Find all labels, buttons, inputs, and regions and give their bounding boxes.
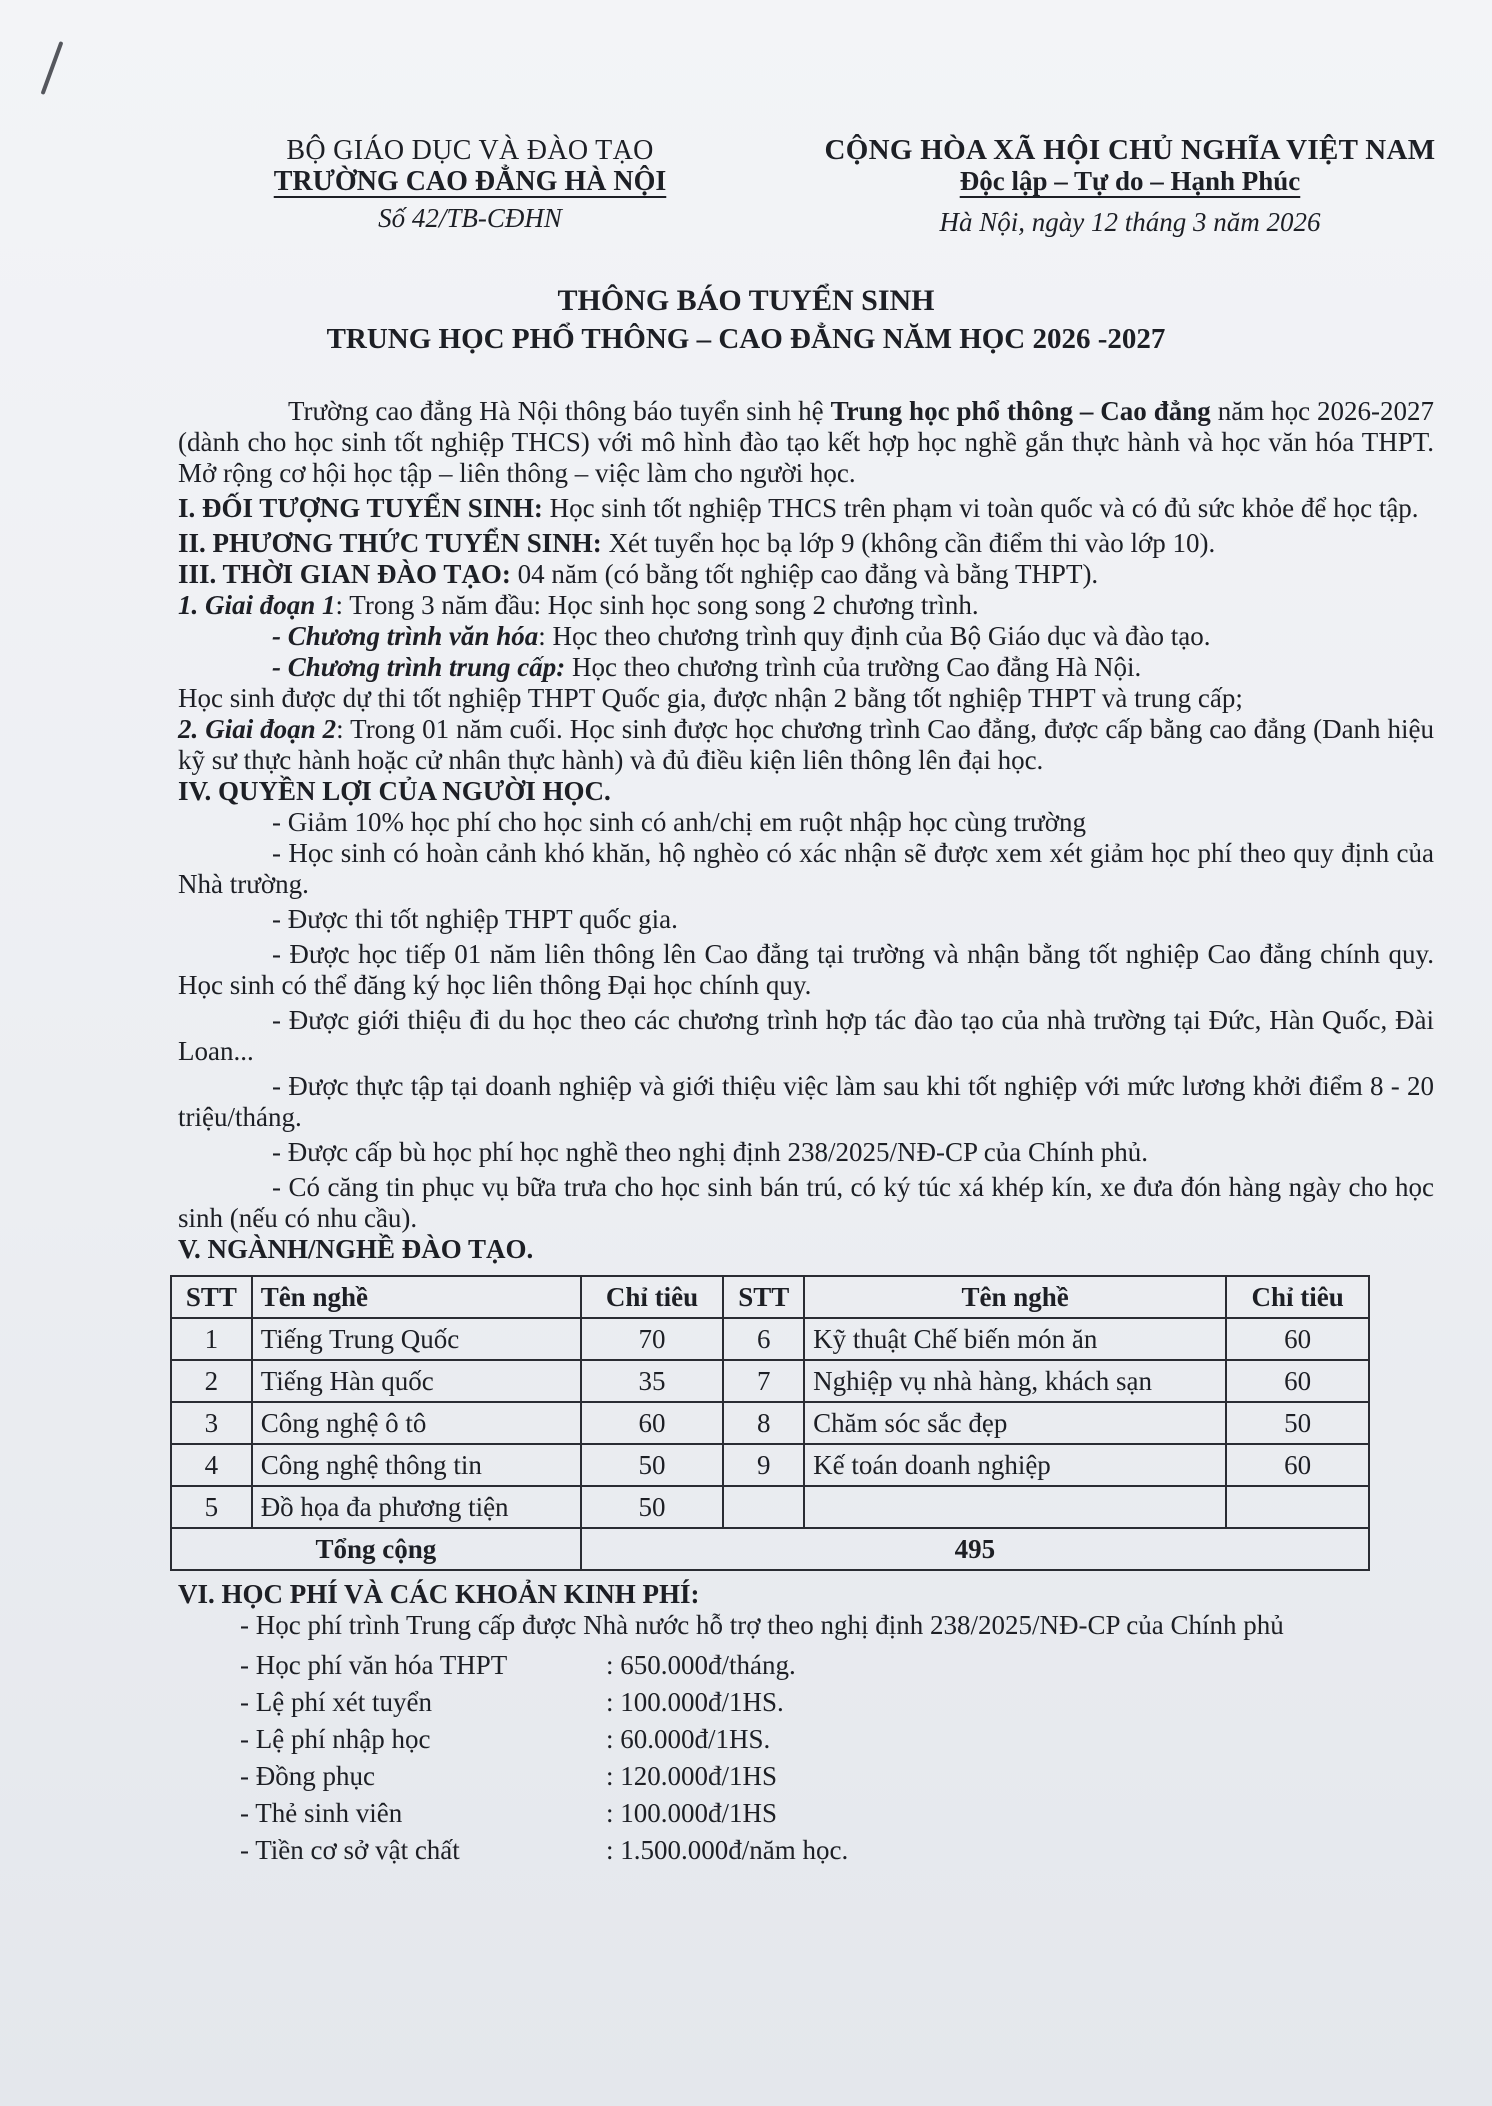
cell-name: Đồ họa đa phương tiện [252, 1486, 581, 1528]
fee-value: : 650.000đ/tháng. [606, 1650, 796, 1680]
tuition-support-note: - Học phí trình Trung cấp được Nhà nước hỗ trợ theo nghị định 238/2025/NĐ-CP của Chính phủ [240, 1610, 1284, 1640]
cell-stt: 8 [723, 1402, 804, 1444]
section-2-text: Xét tuyển học bạ lớp 9 (không cần điểm thi vào lớp 10). [601, 528, 1216, 558]
cell-quota [1226, 1486, 1369, 1528]
cell-name: Kỹ thuật Chế biến món ăn [804, 1318, 1226, 1360]
table-total-row [171, 1528, 1369, 1570]
benefit-item: - Giảm 10% học phí cho học sinh có anh/chị em ruột nhập học cùng trường [272, 807, 1086, 837]
republic-name: CỘNG HÒA XÃ HỘI CHỦ NGHĨA VIỆT NAM [824, 134, 1436, 166]
header-stt: STT [723, 1276, 804, 1318]
total-label: Tổng cộng [171, 1528, 581, 1570]
header-name: Tên nghề [252, 1276, 581, 1318]
fee-label: - Thẻ sinh viên [240, 1798, 403, 1828]
fee-label: - Lệ phí xét tuyển [240, 1687, 432, 1717]
issuer-block [260, 135, 680, 234]
cell-quota: 50 [581, 1444, 724, 1486]
fee-label: - Học phí văn hóa THPT [240, 1650, 508, 1680]
cell-name: Nghiệp vụ nhà hàng, khách sạn [804, 1360, 1226, 1402]
benefit-item: - Được thực tập tại doanh nghiệp và giới thiệu việc làm sau khi tốt nghiệp với mức lương khởi điểm 8 - 20 triệu/tháng. [178, 1071, 1434, 1132]
cell-stt: 6 [723, 1318, 804, 1360]
phase-2 [178, 714, 1434, 776]
fee-value: : 1.500.000đ/năm học. [606, 1835, 849, 1865]
phase-1-text: : Trong 3 năm đầu: Học sinh học song song 2 chương trình. [335, 590, 979, 620]
fee-row [178, 1647, 1434, 1684]
cell-quota: 60 [581, 1402, 724, 1444]
benefit-item: - Có căng tin phục vụ bữa trưa cho học sinh bán trú, có ký túc xá khép kín, xe đưa đón hàng ngày cho học sinh (nếu có nhu cầu). [178, 1172, 1434, 1233]
benefit-item: - Được thi tốt nghiệp THPT quốc gia. [272, 904, 678, 934]
table-row [171, 1444, 1369, 1486]
cell-name: Tiếng Hàn quốc [252, 1360, 581, 1402]
table-row [171, 1360, 1369, 1402]
cell-quota: 50 [581, 1486, 724, 1528]
intro-paragraph [178, 396, 1434, 489]
program-culture-label: - Chương trình văn hóa [272, 621, 539, 651]
program-culture [178, 621, 1434, 652]
cell-stt: 5 [171, 1486, 252, 1528]
cell-stt: 1 [171, 1318, 252, 1360]
benefit-item: - Được giới thiệu đi du học theo các chương trình hợp tác đào tạo của nhà trường tại Đức, Hàn Quốc, Đài Loan... [178, 1005, 1434, 1066]
fee-row [178, 1721, 1434, 1758]
benefit-item: - Được học tiếp 01 năm liên thông lên Cao đẳng tại trường và nhận bằng tốt nghiệp Cao đẳng chính quy. Học sinh có thể đăng ký học liên thông Đại học chính quy. [178, 939, 1434, 1000]
section-1-heading: I. ĐỐI TƯỢNG TUYỂN SINH: [178, 493, 543, 523]
phase-1 [178, 590, 1434, 621]
benefit-item: - Được cấp bù học phí học nghề theo nghị định 238/2025/NĐ-CP của Chính phủ. [272, 1137, 1149, 1167]
section-1 [178, 493, 1434, 524]
total-value: 495 [581, 1528, 1369, 1570]
cell-name: Tiếng Trung Quốc [252, 1318, 581, 1360]
fee-row [178, 1684, 1434, 1721]
program-culture-text: : Học theo chương trình quy định của Bộ Giáo dục và đào tạo. [538, 621, 1211, 651]
phase-1-label: 1. Giai đoạn 1 [178, 590, 336, 620]
cell-stt: 4 [171, 1444, 252, 1486]
fee-row [178, 1832, 1434, 1869]
title-line-2: TRUNG HỌC PHỔ THÔNG – CAO ĐẲNG NĂM HỌC 2026 -2027 [326, 323, 1166, 355]
fee-row [178, 1795, 1434, 1832]
phase-1-note: Học sinh được dự thi tốt nghiệp THPT Quốc gia, được nhận 2 bằng tốt nghiệp THPT và trung cấp; [178, 683, 1243, 713]
fee-value: : 100.000đ/1HS. [606, 1687, 784, 1717]
section-5-heading: V. NGÀNH/NGHỀ ĐÀO TẠO. [178, 1234, 534, 1264]
cell-name: Công nghệ thông tin [252, 1444, 581, 1486]
header-quota: Chỉ tiêu [1226, 1276, 1369, 1318]
header-quota: Chỉ tiêu [581, 1276, 724, 1318]
table-row [171, 1318, 1369, 1360]
fee-value: : 120.000đ/1HS [606, 1761, 778, 1791]
fee-row [178, 1758, 1434, 1795]
fee-label: - Tiền cơ sở vật chất [240, 1835, 460, 1865]
programs-table [170, 1275, 1370, 1571]
section-1-text: Học sinh tốt nghiệp THCS trên phạm vi toàn quốc và có đủ sức khỏe để học tập. [542, 493, 1419, 523]
cell-quota: 60 [1226, 1444, 1369, 1486]
national-motto: Độc lập – Tự do – Hạnh Phúc [959, 166, 1301, 196]
program-intermediate-label: - Chương trình trung cấp: [272, 652, 566, 682]
document-title [0, 282, 1492, 358]
school-name: TRƯỜNG CAO ĐẲNG HÀ NỘI [273, 166, 667, 197]
section-2-heading: II. PHƯƠNG THỨC TUYỂN SINH: [178, 528, 602, 558]
ministry-name: BỘ GIÁO DỤC VÀ ĐÀO TẠO [286, 135, 654, 166]
fee-value: : 100.000đ/1HS [606, 1798, 778, 1828]
fees-list [178, 1647, 1434, 1869]
pen-mark [41, 41, 64, 95]
program-intermediate [178, 652, 1434, 683]
cell-name [804, 1486, 1226, 1528]
benefit-item: - Học sinh có hoàn cảnh khó khăn, hộ nghèo có xác nhận sẽ được xem xét giảm học phí theo quy định của Nhà trường. [178, 838, 1434, 899]
intro-text-2: năm học 2026-2027 (dành cho học sinh tốt nghiệp THCS) với mô hình đào tạo kết hợp học nghề gắn thực hành và học văn hóa THPT. Mở rộng cơ hội học tập – liên thông – việc làm cho người học. [178, 396, 1435, 488]
document-header [0, 135, 1492, 265]
cell-stt: 3 [171, 1402, 252, 1444]
program-intermediate-text: Học theo chương trình của trường Cao đẳng Hà Nội. [565, 652, 1142, 682]
table-row [171, 1486, 1369, 1528]
section-3 [178, 559, 1434, 590]
header-stt: STT [171, 1276, 252, 1318]
cell-quota: 35 [581, 1360, 724, 1402]
cell-quota: 70 [581, 1318, 724, 1360]
national-heading-block [820, 135, 1440, 238]
section-6-heading: VI. HỌC PHÍ VÀ CÁC KHOẢN KINH PHÍ: [178, 1579, 700, 1609]
fee-value: : 60.000đ/1HS. [606, 1724, 771, 1754]
section-2 [178, 528, 1434, 559]
document-body [178, 396, 1434, 1869]
cell-quota: 50 [1226, 1402, 1369, 1444]
cell-stt [723, 1486, 804, 1528]
phase-2-text: : Trong 01 năm cuối. Học sinh được học chương trình Cao đẳng, được cấp bằng cao đẳng (Danh hiệu kỹ sư thực hành hoặc cử nhân thực hành) và đủ điều kiện liên thông lên đại học. [178, 714, 1434, 775]
phase-2-label: 2. Giai đoạn 2 [178, 714, 337, 744]
cell-quota: 60 [1226, 1318, 1369, 1360]
intro-text-1: Trường cao đẳng Hà Nội thông báo tuyển sinh hệ [288, 396, 831, 426]
fee-label: - Lệ phí nhập học [240, 1724, 431, 1754]
cell-stt: 9 [723, 1444, 804, 1486]
fee-label: - Đồng phục [240, 1761, 375, 1791]
table-row [171, 1402, 1369, 1444]
header-name: Tên nghề [804, 1276, 1226, 1318]
cell-stt: 7 [723, 1360, 804, 1402]
date-line: Hà Nội, ngày 12 tháng 3 năm 2026 [939, 207, 1321, 237]
section-4-heading: IV. QUYỀN LỢI CỦA NGƯỜI HỌC. [178, 776, 611, 806]
cell-stt: 2 [171, 1360, 252, 1402]
cell-name: Chăm sóc sắc đẹp [804, 1402, 1226, 1444]
section-3-heading: III. THỜI GIAN ĐÀO TẠO: [178, 559, 511, 589]
title-line-1: THÔNG BÁO TUYỂN SINH [557, 284, 935, 317]
cell-quota: 60 [1226, 1360, 1369, 1402]
cell-name: Kế toán doanh nghiệp [804, 1444, 1226, 1486]
section-3-text: 04 năm (có bằng tốt nghiệp cao đẳng và bằng THPT). [510, 559, 1099, 589]
document-number: Số 42/TB-CĐHN [378, 203, 562, 233]
intro-program-name: Trung học phổ thông – Cao đẳng [830, 396, 1211, 426]
cell-name: Công nghệ ô tô [252, 1402, 581, 1444]
table-header-row [171, 1276, 1369, 1318]
